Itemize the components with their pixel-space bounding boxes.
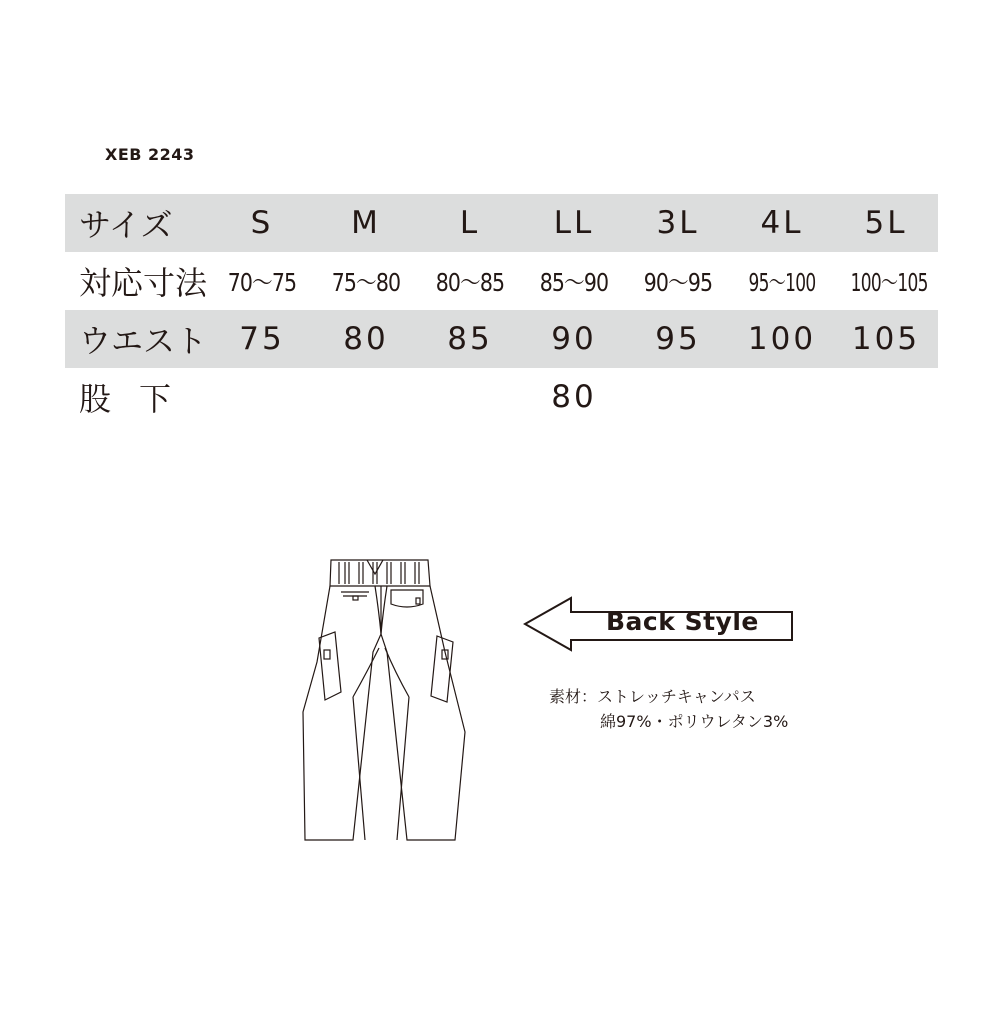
pants-back-drawing <box>295 552 480 847</box>
waist-cell: 100 <box>747 321 817 357</box>
back-style-label: Back Style <box>606 607 759 636</box>
knee-panel-seams <box>353 648 409 840</box>
pants-outline <box>303 586 465 840</box>
product-code: XEB 2243 <box>105 145 195 164</box>
material-line-1: 素材：ストレッチキャンパス <box>549 687 756 706</box>
inseam-cell: 80 <box>551 379 597 415</box>
waist-cell: 90 <box>551 321 597 357</box>
range-cell: 90〜95 <box>643 268 713 297</box>
inseam-row-label: 股下 <box>79 380 200 418</box>
waist-row-label: ウエスト <box>79 322 208 360</box>
inseam-row <box>65 368 938 426</box>
size-cell: M <box>351 205 381 241</box>
range-cell: 85〜90 <box>539 268 609 297</box>
range-cell: 100〜105 <box>850 268 928 297</box>
size-row <box>65 194 938 252</box>
waist-cell: 75 <box>239 321 285 357</box>
waist-cell: 105 <box>851 321 921 357</box>
range-cell: 95〜100 <box>748 268 816 297</box>
size-cell: S <box>250 205 274 241</box>
material-info <box>549 684 788 734</box>
size-cell: LL <box>553 205 595 241</box>
material-line-2: 綿97%・ポリウレタン3% <box>600 712 789 731</box>
waist-cell: 95 <box>655 321 701 357</box>
size-cell: 3L <box>656 205 700 241</box>
cargo-pocket-left <box>319 632 341 700</box>
size-table <box>65 194 938 426</box>
size-row-label: サイズ <box>79 206 173 244</box>
waist-cell: 80 <box>343 321 389 357</box>
range-cell: 80〜85 <box>435 268 505 297</box>
size-cell: 4L <box>760 205 804 241</box>
range-row-label: 対応寸法 <box>79 264 208 302</box>
range-cell: 70〜75 <box>227 268 297 297</box>
size-cell: L <box>459 205 481 241</box>
range-row <box>65 252 938 310</box>
range-cell: 75〜80 <box>331 268 401 297</box>
waist-row <box>65 310 938 368</box>
cargo-pocket-right <box>431 636 453 702</box>
waist-cell: 85 <box>447 321 493 357</box>
size-cell: 5L <box>864 205 908 241</box>
